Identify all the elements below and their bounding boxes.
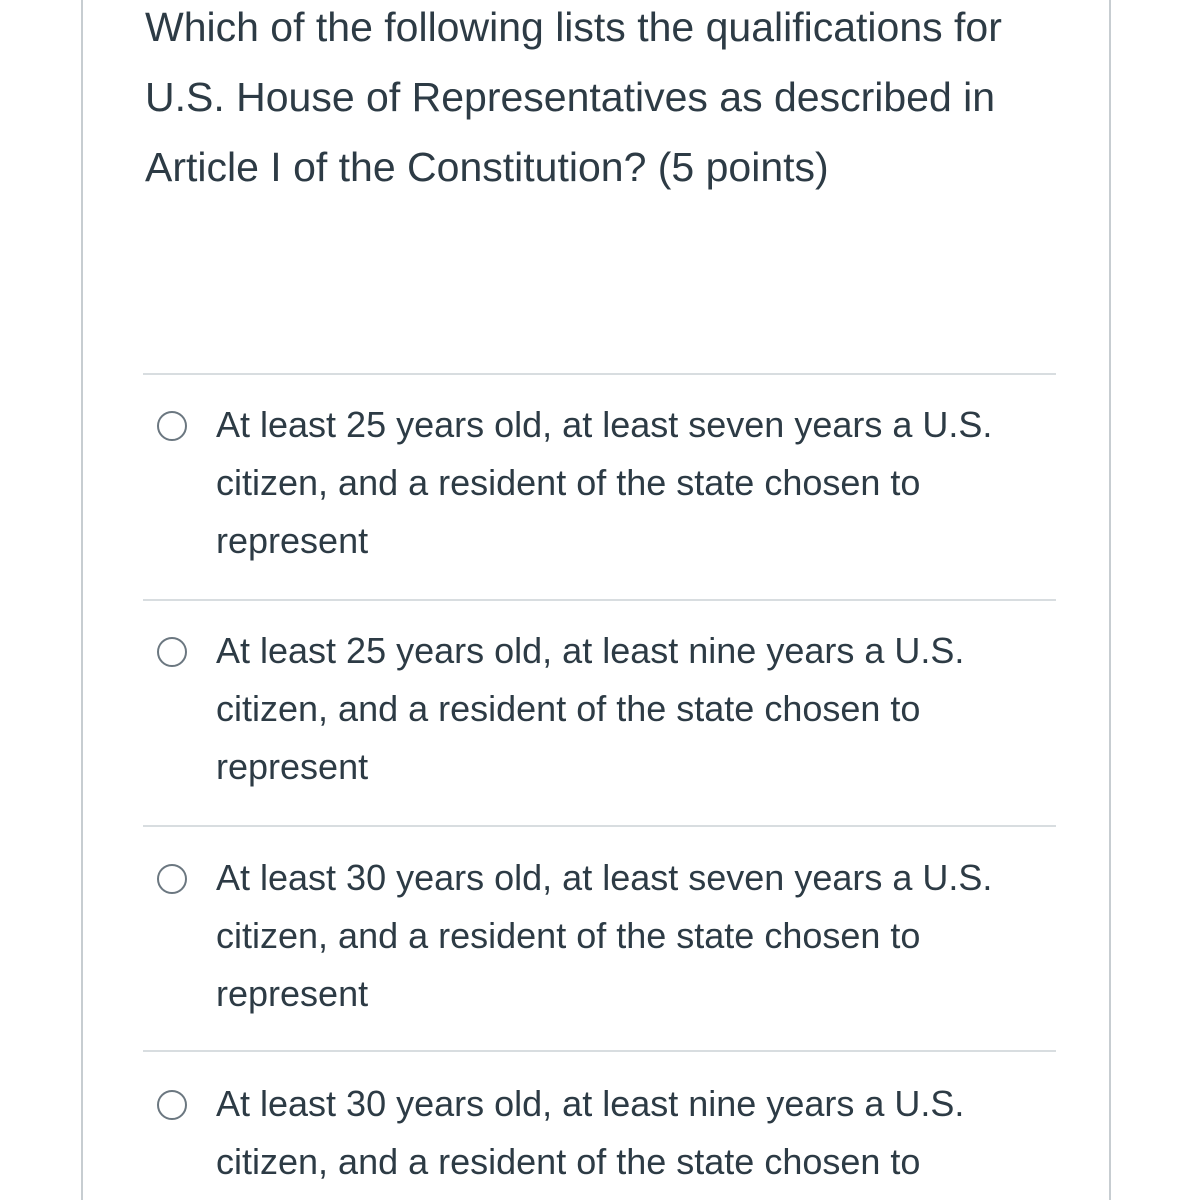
- answer-label[interactable]: At least 30 years old, at least seven years a U.S. citizen, and a resident of the state chosen to represent: [216, 857, 993, 1014]
- quiz-question-panel: [81, 0, 1111, 1200]
- question-text: Which of the following lists the qualifications for U.S. House of Representatives as described in Article I of the Constitution? (5 points): [145, 4, 1002, 190]
- answer-divider: [143, 1050, 1056, 1052]
- answer-divider: [143, 825, 1056, 827]
- radio-button-icon[interactable]: [157, 411, 187, 441]
- answer-label[interactable]: At least 25 years old, at least seven years a U.S. citizen, and a resident of the state chosen to represent: [216, 404, 993, 561]
- radio-button-icon[interactable]: [157, 1090, 187, 1120]
- answer-label[interactable]: At least 25 years old, at least nine years a U.S. citizen, and a resident of the state chosen to represent: [216, 630, 965, 787]
- radio-button-icon[interactable]: [157, 637, 187, 667]
- answer-label[interactable]: At least 30 years old, at least nine years a U.S. citizen, and a resident of the state chosen to: [216, 1083, 965, 1182]
- answer-divider: [143, 599, 1056, 601]
- radio-button-icon[interactable]: [157, 864, 187, 894]
- answer-divider: [143, 373, 1056, 375]
